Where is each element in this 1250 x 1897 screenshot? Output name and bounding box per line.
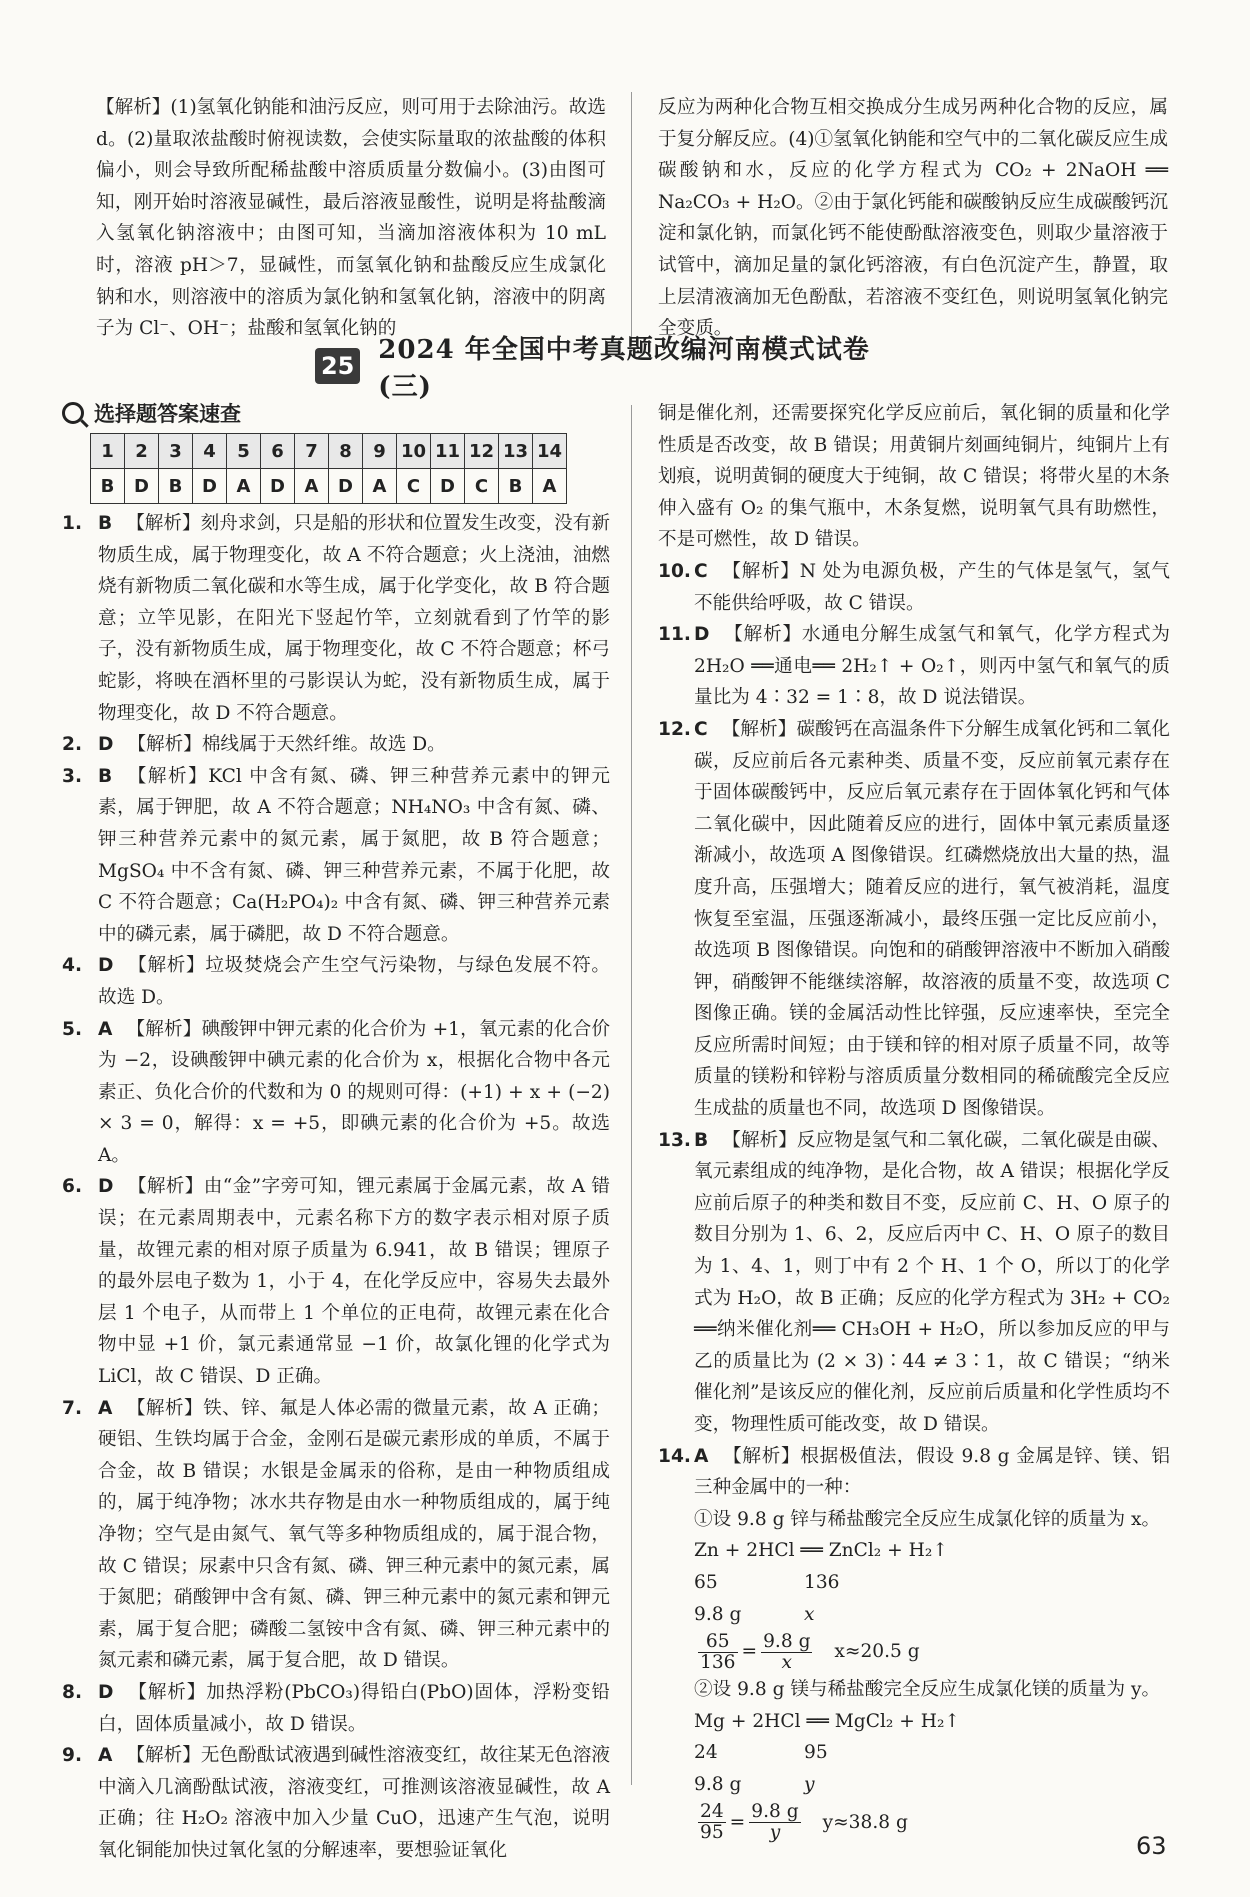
item-number: 9. (62, 1745, 83, 1767)
question-number-cell: 12 (465, 434, 499, 469)
item-answer: D (98, 734, 114, 756)
item-explanation: 【解析】无色酚酞试液遇到碱性溶液变红，故往某无色溶液中滴入几滴酚酞试液，溶液变红，可推测该溶液显碱性，故 A 正确；往 H₂O₂ 溶液中加入少量 CuO，迅速产生气泡，说明氧化铜能加快过氧化氢的分解速率，要想验证氧化 (98, 1745, 610, 1861)
fraction-denominator: y (769, 1822, 781, 1844)
mg-unknown: y (804, 1773, 815, 1795)
answer-item (62, 508, 610, 729)
item-explanation: 【解析】由“金”字旁可知，锂元素属于金属元素，故 A 错误；在元素周期表中，元素名称下方的数字表示相对原子质量，故锂元素的相对原子质量为 6.941，故 B 错误；锂原子的最外层电子数为 1，小于 4，在化学反应中，容易失去最外层 1 个电子，从而带上 1 个单位的正电荷，故锂元素在化合物中显 +1 价，氯元素通常显 −1 价，故氯化锂的化学式为 LiCl，故 C 错误、D 正确。 (98, 1176, 610, 1388)
answer-cell: D (261, 469, 295, 504)
item-answer: D (98, 1176, 114, 1198)
answer-item (658, 619, 1170, 714)
question-number-cell: 13 (499, 434, 533, 469)
question-number-cell: 2 (125, 434, 159, 469)
answer-cell: A (363, 469, 397, 504)
item-answer: D (98, 955, 114, 977)
top-right-text (658, 92, 1168, 345)
item-answer: D (98, 1681, 114, 1703)
answer-cell: A (227, 469, 261, 504)
calculation-block (658, 1504, 1170, 1845)
answer-cell: A (295, 469, 329, 504)
answer-cell: C (465, 469, 499, 504)
item-number: 4. (62, 955, 83, 977)
mg-mass-row (694, 1737, 1170, 1769)
left-column (62, 508, 610, 1867)
item-explanation: 【解析】KCl 中含有氮、磷、钾三种营养元素中的钾元素，属于钾肥，故 A 不符合题意；NH₄NO₃ 中含有氮、磷、钾三种营养元素中的氮元素，属于氮肥，故 B 符合题意；MgSO₄ 中不含有氮、磷、钾三种营养元素，不属于化肥，故 C 不符合题意；Ca(H₂PO₄)₂ 中含有氮、磷、钾三种营养元素中的磷元素，属于磷肥，故 D 不符合题意。 (98, 765, 610, 945)
item-explanation: 【解析】刻舟求剑，只是船的形状和位置发生改变，没有新物质生成，属于物理变化，故 A 不符合题意；火上浇油，油燃烧有新物质二氧化碳和水等生成，属于化学变化，故 B 符合题意；立竿见影，在阳光下竖起竹竿，立刻就看到了竹竿的影子，没有新物质生成，属于物理变化，故 C 不符合题意；杯弓蛇影，将映在酒杯里的弓影误认为蛇，没有新物质生成，属于物理变化，故 D 不符合题意。 (98, 513, 610, 724)
answer-item (62, 1740, 610, 1866)
mg-equation: Mg + 2HCl ══ MgCl₂ + H₂↑ (694, 1710, 960, 1732)
top-right-paragraph: 反应为两种化合物互相交换成分生成另两种化合物的反应，属于复分解反应。(4)①氢氧化钠能和空气中的二氧化碳反应生成碳酸钠和水，反应的化学方程式为 CO₂ + 2NaOH ══ Na₂CO₃ + H₂O。②由于氯化钙能和碳酸钠反应生成碳酸钙沉淀和氯化钠，而氯化钙不能使酚酞溶液变色，则取少量溶液于试管中，滴加足量的氯化钙溶液，有白色沉淀产生，静置，取上层清液滴加无色酚酞，若溶液不变红色，则说明氢氧化钠完全变质。 (658, 97, 1168, 340)
fraction-denominator: 136 (700, 1651, 736, 1673)
question-number-cell: 1 (91, 434, 125, 469)
zn-fraction-right (761, 1632, 812, 1673)
fraction-numerator: 9.8 g (751, 1801, 799, 1823)
mg-given-row (694, 1769, 1170, 1801)
item-answer: B (694, 1129, 709, 1151)
mgcl2-molar-mass: 95 (804, 1742, 828, 1764)
item-answer: A (98, 1397, 113, 1419)
item-number: 1. (62, 513, 83, 534)
question-number-cell: 3 (159, 434, 193, 469)
question-number-cell: 9 (363, 434, 397, 469)
item-number: 11. (658, 624, 691, 646)
mg-intro: ②设 9.8 g 镁与稀盐酸完全反应生成氯化镁的质量为 y。 (694, 1679, 1161, 1701)
question-number-cell: 6 (261, 434, 295, 469)
item-answer: A (98, 1018, 113, 1040)
answer-cell: D (125, 469, 159, 504)
question-number-cell: 5 (227, 434, 261, 469)
answer-cell: D (431, 469, 465, 504)
fraction-numerator: 65 (698, 1632, 738, 1653)
right-column (658, 398, 1170, 1845)
item-number: 7. (62, 1397, 83, 1419)
item-number: 12. (658, 718, 691, 740)
answer-item (62, 1677, 610, 1740)
section-header (315, 335, 915, 402)
item-explanation: 【解析】根据极值法，假设 9.8 g 金属是锌、镁、铝三种金属中的一种： (694, 1445, 1170, 1499)
zn-proportion: $\frac{65}{136}$ = $\frac{9.8 g}{x}$ x≈20.5 g (700, 1630, 920, 1673)
page-number: 63 (1136, 1832, 1167, 1860)
answer-cell: B (499, 469, 533, 504)
item-answer: D (694, 624, 710, 646)
quick-answer-heading (62, 398, 241, 428)
item-explanation: 【解析】反应物是氢气和二氧化碳，二氧化碳是由碳、氧元素组成的纯净物，是化合物，故 A 错误；根据化学反应前后原子的种类和数目不变，反应前 C、H、O 原子的数目分别为 1、6、2，反应后丙中 C、H、O 原子的数目为 1、4、1，则丁中有 2 个 H、1 个 O，所以丁的化学式为 H₂O，故 B 正确；反应的化学方程式为 3H₂ + CO₂ ══纳米催化剂══ CH₃OH + H₂O，所以参加反应的甲与乙的质量比为 (2 × 3)∶44 ≠ 3∶1，故 C 错误；“纳米催化剂”是该反应的催化剂，反应前后质量和化学性质均不变，物理性质可能改变，故 D 错误。 (694, 1129, 1170, 1435)
answer-item (62, 761, 610, 951)
question-number-cell: 14 (533, 434, 567, 469)
answer-table (90, 433, 567, 504)
item-explanation: 【解析】垃圾焚烧会产生空气污染物，与绿色发展不符。故选 D。 (98, 955, 610, 1008)
item-number: 5. (62, 1018, 83, 1040)
answer-table-answers-row (91, 469, 567, 504)
fraction-denominator: x (781, 1651, 793, 1673)
item-answer: C (694, 718, 708, 740)
item-explanation: 【解析】碘酸钾中钾元素的化合价为 +1，氧元素的化合价为 −2，设碘酸钾中碘元素的化合价为 x，根据化合物中各元素正、负化合价的代数和为 0 的规则可得：(+1) + x + (−2) × 3 = 0，解得：x = +5，即碘元素的化合价为 +5。故选 A。 (98, 1018, 610, 1166)
mg-molar-mass: 24 (694, 1742, 718, 1764)
answer-item (658, 714, 1170, 1125)
quick-answer-title: 选择题答案速查 (94, 402, 241, 426)
section-number-badge: 25 (315, 348, 360, 384)
item-number: 10. (658, 560, 691, 582)
zn-given-mass: 9.8 g (694, 1603, 742, 1625)
item-answer: B (98, 765, 113, 787)
item-explanation: 【解析】铁、锌、氟是人体必需的微量元素，故 A 正确；硬铝、生铁均属于合金，金刚石是碳元素形成的单质，不属于合金，故 B 错误；水银是金属汞的俗称，是由一种物质组成的，属于纯净物；冰水共存物是由水一种物质组成的，属于纯净物；空气是由氮气、氧气等多种物质组成的，属于混合物，故 C 错误；尿素中只含有氮、磷、钾三种元素中的氮元素，属于氮肥；硝酸钾中含有氮、磷、钾三种元素中的氮元素和钾元素，属于复合肥；磷酸二氢铵中含有氮、磷、钾三种元素中的氮元素和磷元素，属于复合肥，故 D 错误。 (98, 1397, 610, 1672)
item-number: 3. (62, 765, 83, 787)
top-column-divider (631, 92, 632, 342)
item-explanation: 【解析】水通电分解生成氢气和氧气，化学方程式为 2H₂O ══通电══ 2H₂↑ + O₂↑，则丙中氢气和氧气的质量比为 4∶32 = 1∶8，故 D 说法错误。 (694, 624, 1170, 709)
answer-item (658, 1441, 1170, 1504)
item-number: 13. (658, 1129, 691, 1151)
fraction-denominator: 95 (700, 1822, 724, 1844)
answer-item (658, 1125, 1170, 1441)
mg-proportion: $\frac{24}{95}$ = $\frac{9.8 g}{y}$ y≈38.8 g (700, 1801, 908, 1844)
question-number-cell: 8 (329, 434, 363, 469)
zn-given-row (694, 1599, 1170, 1631)
answer-item (62, 950, 610, 1013)
item-number: 6. (62, 1176, 83, 1198)
item-number: 8. (62, 1681, 83, 1703)
zn-fraction-left (698, 1632, 738, 1673)
zn-intro: ①设 9.8 g 锌与稀盐酸完全反应生成氯化锌的质量为 x。 (694, 1508, 1161, 1530)
fraction-numerator: 24 (700, 1801, 724, 1823)
mg-fraction-right (749, 1802, 800, 1843)
mg-result: y≈38.8 g (822, 1811, 908, 1833)
item-answer: A (98, 1745, 113, 1767)
answer-item (658, 556, 1170, 619)
zn-result: x≈20.5 g (834, 1641, 920, 1663)
answer-table-numbers-row (91, 434, 567, 469)
column-divider (631, 405, 632, 1785)
question-number-cell: 11 (431, 434, 465, 469)
item-explanation: 【解析】棉线属于天然纤维。故选 D。 (127, 734, 446, 756)
answer-item (62, 729, 610, 761)
zn-unknown: x (804, 1603, 815, 1625)
answer-cell: B (159, 469, 193, 504)
item-number: 2. (62, 734, 83, 756)
question-number-cell: 10 (397, 434, 431, 469)
answer-cell: D (329, 469, 363, 504)
magnifier-icon (62, 402, 84, 424)
zn-equation: Zn + 2HCl ══ ZnCl₂ + H₂↑ (694, 1540, 948, 1562)
item-explanation: 【解析】N 处为电源负极，产生的气体是氢气，氢气不能供给呼吸，故 C 错误。 (694, 560, 1170, 614)
question-number-cell: 4 (193, 434, 227, 469)
answer-item (62, 1014, 610, 1172)
zn-mass-row (694, 1567, 1170, 1599)
mg-given-mass: 9.8 g (694, 1773, 742, 1795)
question-number-cell: 7 (295, 434, 329, 469)
section-title: 2024 年全国中考真题改编河南模式试卷(三) (378, 335, 870, 402)
item-explanation: 【解析】碳酸钙在高温条件下分解生成氧化钙和二氧化碳，反应前后各元素种类、质量不变，反应前氧元素存在于固体碳酸钙中，反应后氧元素存在于固体氧化钙和气体二氧化碳中，因此随着反应的进行，固体中氧元素质量逐渐减小，故选项 A 图像错误。红磷燃烧放出大量的热，温度升高，压强增大；随着反应的进行，氧气被消耗，温度恢复至室温，压强逐渐减小，最终压强一定比反应前小，故选项 B 图像错误。向饱和的硝酸钾溶液中不断加入硝酸钾，硝酸钾不能继续溶解，故溶液的质量不变，故选项 C 图像正确。镁的金属活动性比锌强，反应速率快，至完全反应所需时间短；由于镁和锌的相对原子质量不同，故等质量的镁粉和锌粉与溶质质量分数相同的稀硫酸完全反应生成盐的质量也不同，故选项 D 图像错误。 (694, 718, 1170, 1120)
answer-cell: D (193, 469, 227, 504)
answer-item (62, 1393, 610, 1677)
item-answer: A (694, 1445, 709, 1467)
zncl2-molar-mass: 136 (804, 1571, 840, 1593)
answer-cell: A (533, 469, 567, 504)
answer-item (62, 1171, 610, 1392)
answer-cell: C (397, 469, 431, 504)
item-number: 14. (658, 1445, 691, 1467)
mg-fraction-left (698, 1802, 726, 1843)
top-left-text (96, 92, 606, 345)
zn-molar-mass: 65 (694, 1571, 718, 1593)
fraction-numerator: 9.8 g (763, 1630, 811, 1652)
top-left-paragraph: 【解析】(1)氢氧化钠能和油污反应，则可用于去除油污。故选 d。(2)量取浓盐酸时俯视读数，会使实际量取的浓盐酸的体积偏小，则会导致所配稀盐酸中溶质质量分数偏小。(3)由图可知，刚开始时溶液显碱性，最后溶液显酸性，说明是将盐酸滴入氢氧化钠溶液中；由图可知，当滴加溶液体积为 10 mL 时，溶液 pH＞7，显碱性，而氢氧化钠和盐酸反应生成氯化钠和水，则溶液中的溶质为氯化钠和氢氧化钠，溶液中的阴离子为 Cl⁻、OH⁻；盐酸和氢氧化钠的 (96, 97, 606, 340)
item-answer: B (98, 513, 113, 534)
item-explanation: 【解析】加热浮粉(PbCO₃)得铅白(PbO)固体，浮粉变铅白，固体质量减小，故 D 错误。 (98, 1681, 610, 1735)
item-answer: C (694, 560, 708, 582)
continued-text: 铜是催化剂，还需要探究化学反应前后，氧化铜的质量和化学性质是否改变，故 B 错误；用黄铜片刻画纯铜片，纯铜片上有划痕，说明黄铜的硬度大于纯铜，故 C 错误；将带火星的木条伸入盛有 O₂ 的集气瓶中，木条复燃，说明氧气具有助燃性，不是可燃性，故 D 错误。 (658, 403, 1170, 551)
answer-cell: B (91, 469, 125, 504)
